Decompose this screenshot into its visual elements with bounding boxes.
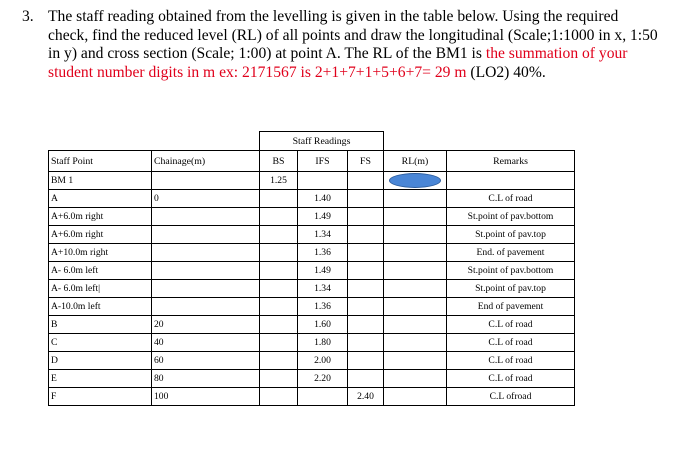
- cell-staff-point: C: [49, 334, 152, 352]
- cell-bs: [260, 226, 298, 244]
- cell-chainage: [152, 244, 260, 262]
- cell-staff-point: A+6.0m right: [49, 226, 152, 244]
- cell-chainage: [152, 208, 260, 226]
- cell-ifs: 2.20: [298, 370, 348, 388]
- cell-fs: [348, 190, 384, 208]
- table-row: [49, 262, 575, 280]
- header-staff-point: Staff Point: [49, 151, 152, 172]
- cell-chainage: [152, 298, 260, 316]
- question-text-part1: The staff reading obtained from the levelling is given in the table below. Using the required check, find the reduced level (RL) of all points and draw the longitudinal (Scale;1:1000 in x, 1:50 in y) and cross section (Scale; 1:00) at point A. The RL of the BM1 is: [48, 8, 658, 63]
- cell-fs: [348, 316, 384, 334]
- cell-staff-point: A+6.0m right: [49, 208, 152, 226]
- cell-bs: [260, 280, 298, 298]
- cell-chainage: 60: [152, 352, 260, 370]
- cell-staff-point: B: [49, 316, 152, 334]
- cell-rl: [384, 244, 447, 262]
- cell-rl: [384, 280, 447, 298]
- cell-chainage: [152, 226, 260, 244]
- table-row: [49, 334, 575, 352]
- cell-remarks: [447, 172, 575, 190]
- header-row: [49, 151, 575, 172]
- cell-fs: [348, 226, 384, 244]
- cell-chainage: [152, 172, 260, 190]
- cell-fs: 2.40: [348, 388, 384, 406]
- cell-staff-point: A+10.0m right: [49, 244, 152, 262]
- table-row: [49, 370, 575, 388]
- cell-rl: [384, 388, 447, 406]
- table-row: [49, 208, 575, 226]
- cell-staff-point: F: [49, 388, 152, 406]
- question-text: [48, 8, 662, 82]
- header-ifs: IFS: [298, 151, 348, 172]
- table-row: [49, 226, 575, 244]
- cell-remarks: C.L of road: [447, 352, 575, 370]
- cell-fs: [348, 244, 384, 262]
- cell-bs: [260, 244, 298, 262]
- cell-rl: [384, 334, 447, 352]
- rl-highlight-oval: [389, 173, 441, 188]
- cell-bs: [260, 208, 298, 226]
- cell-rl: [384, 262, 447, 280]
- cell-remarks: St.point of pav.bottom: [447, 208, 575, 226]
- question-block: [22, 8, 662, 82]
- cell-staff-point: A- 6.0m left|: [49, 280, 152, 298]
- cell-chainage: 100: [152, 388, 260, 406]
- cell-remarks: C.L ofroad: [447, 388, 575, 406]
- cell-ifs: 1.36: [298, 298, 348, 316]
- table-row: [49, 280, 575, 298]
- cell-rl: [384, 316, 447, 334]
- cell-remarks: St.point of pav.top: [447, 280, 575, 298]
- cell-remarks: C.L of road: [447, 316, 575, 334]
- question-text-red: the summation of your student number digits in m ex: 2171567 is 2+1+7+1+5+6+7= 29 m: [48, 45, 628, 81]
- table-row: [49, 388, 575, 406]
- cell-chainage: 20: [152, 316, 260, 334]
- cell-bs: [260, 298, 298, 316]
- cell-chainage: 0: [152, 190, 260, 208]
- cell-staff-point: A: [49, 190, 152, 208]
- cell-fs: [348, 280, 384, 298]
- cell-bs: [260, 388, 298, 406]
- cell-remarks: End of pavement: [447, 298, 575, 316]
- cell-chainage: [152, 262, 260, 280]
- table-row: [49, 190, 575, 208]
- cell-chainage: [152, 280, 260, 298]
- header-chainage: Chainage(m): [152, 151, 260, 172]
- cell-bs: 1.25: [260, 172, 298, 190]
- cell-remarks: St.point of pav.bottom: [447, 262, 575, 280]
- cell-staff-point: A- 6.0m left: [49, 262, 152, 280]
- cell-remarks: C.L of road: [447, 190, 575, 208]
- header-bs: BS: [260, 151, 298, 172]
- cell-bs: [260, 370, 298, 388]
- cell-chainage: 80: [152, 370, 260, 388]
- cell-bs: [260, 352, 298, 370]
- caption-row: [49, 132, 575, 151]
- cell-ifs: [298, 388, 348, 406]
- table-row: [49, 316, 575, 334]
- cell-ifs: 1.49: [298, 208, 348, 226]
- cell-ifs: 1.80: [298, 334, 348, 352]
- cell-remarks: End. of pavement: [447, 244, 575, 262]
- header-remarks: Remarks: [447, 151, 575, 172]
- question-number: 3.: [22, 8, 34, 25]
- cell-ifs: 2.00: [298, 352, 348, 370]
- cell-rl: [384, 226, 447, 244]
- cell-staff-point: A-10.0m left: [49, 298, 152, 316]
- cell-fs: [348, 208, 384, 226]
- cell-remarks: C.L of road: [447, 334, 575, 352]
- cell-fs: [348, 334, 384, 352]
- cell-ifs: 1.36: [298, 244, 348, 262]
- cell-rl: [384, 208, 447, 226]
- cell-remarks: St.point of pav.top: [447, 226, 575, 244]
- cell-remarks: C.L of road: [447, 370, 575, 388]
- cell-ifs: 1.40: [298, 190, 348, 208]
- cell-chainage: 40: [152, 334, 260, 352]
- staff-readings-table: [48, 131, 575, 406]
- cell-ifs: 1.34: [298, 280, 348, 298]
- table-row: [49, 244, 575, 262]
- question-text-part2: (LO2) 40%.: [466, 63, 546, 81]
- cell-rl: [384, 370, 447, 388]
- cell-ifs: 1.49: [298, 262, 348, 280]
- cell-bs: [260, 262, 298, 280]
- staff-readings-table-wrapper: [48, 131, 575, 406]
- cell-bs: [260, 190, 298, 208]
- cell-ifs: [298, 172, 348, 190]
- cell-ifs: 1.60: [298, 316, 348, 334]
- cell-ifs: 1.34: [298, 226, 348, 244]
- cell-staff-point: D: [49, 352, 152, 370]
- cell-fs: [348, 370, 384, 388]
- cell-bs: [260, 334, 298, 352]
- cell-fs: [348, 298, 384, 316]
- cell-rl: [384, 190, 447, 208]
- cell-fs: [348, 262, 384, 280]
- table-row: [49, 298, 575, 316]
- cell-rl: [384, 352, 447, 370]
- cell-fs: [348, 172, 384, 190]
- cell-rl: [384, 298, 447, 316]
- table-row: [49, 352, 575, 370]
- cell-rl: [384, 172, 447, 190]
- header-fs: FS: [348, 151, 384, 172]
- cell-staff-point: BM 1: [49, 172, 152, 190]
- cell-staff-point: E: [49, 370, 152, 388]
- header-rl: RL(m): [384, 151, 447, 172]
- cell-bs: [260, 316, 298, 334]
- table-row: [49, 172, 575, 190]
- table-caption: Staff Readings: [260, 132, 384, 151]
- cell-fs: [348, 352, 384, 370]
